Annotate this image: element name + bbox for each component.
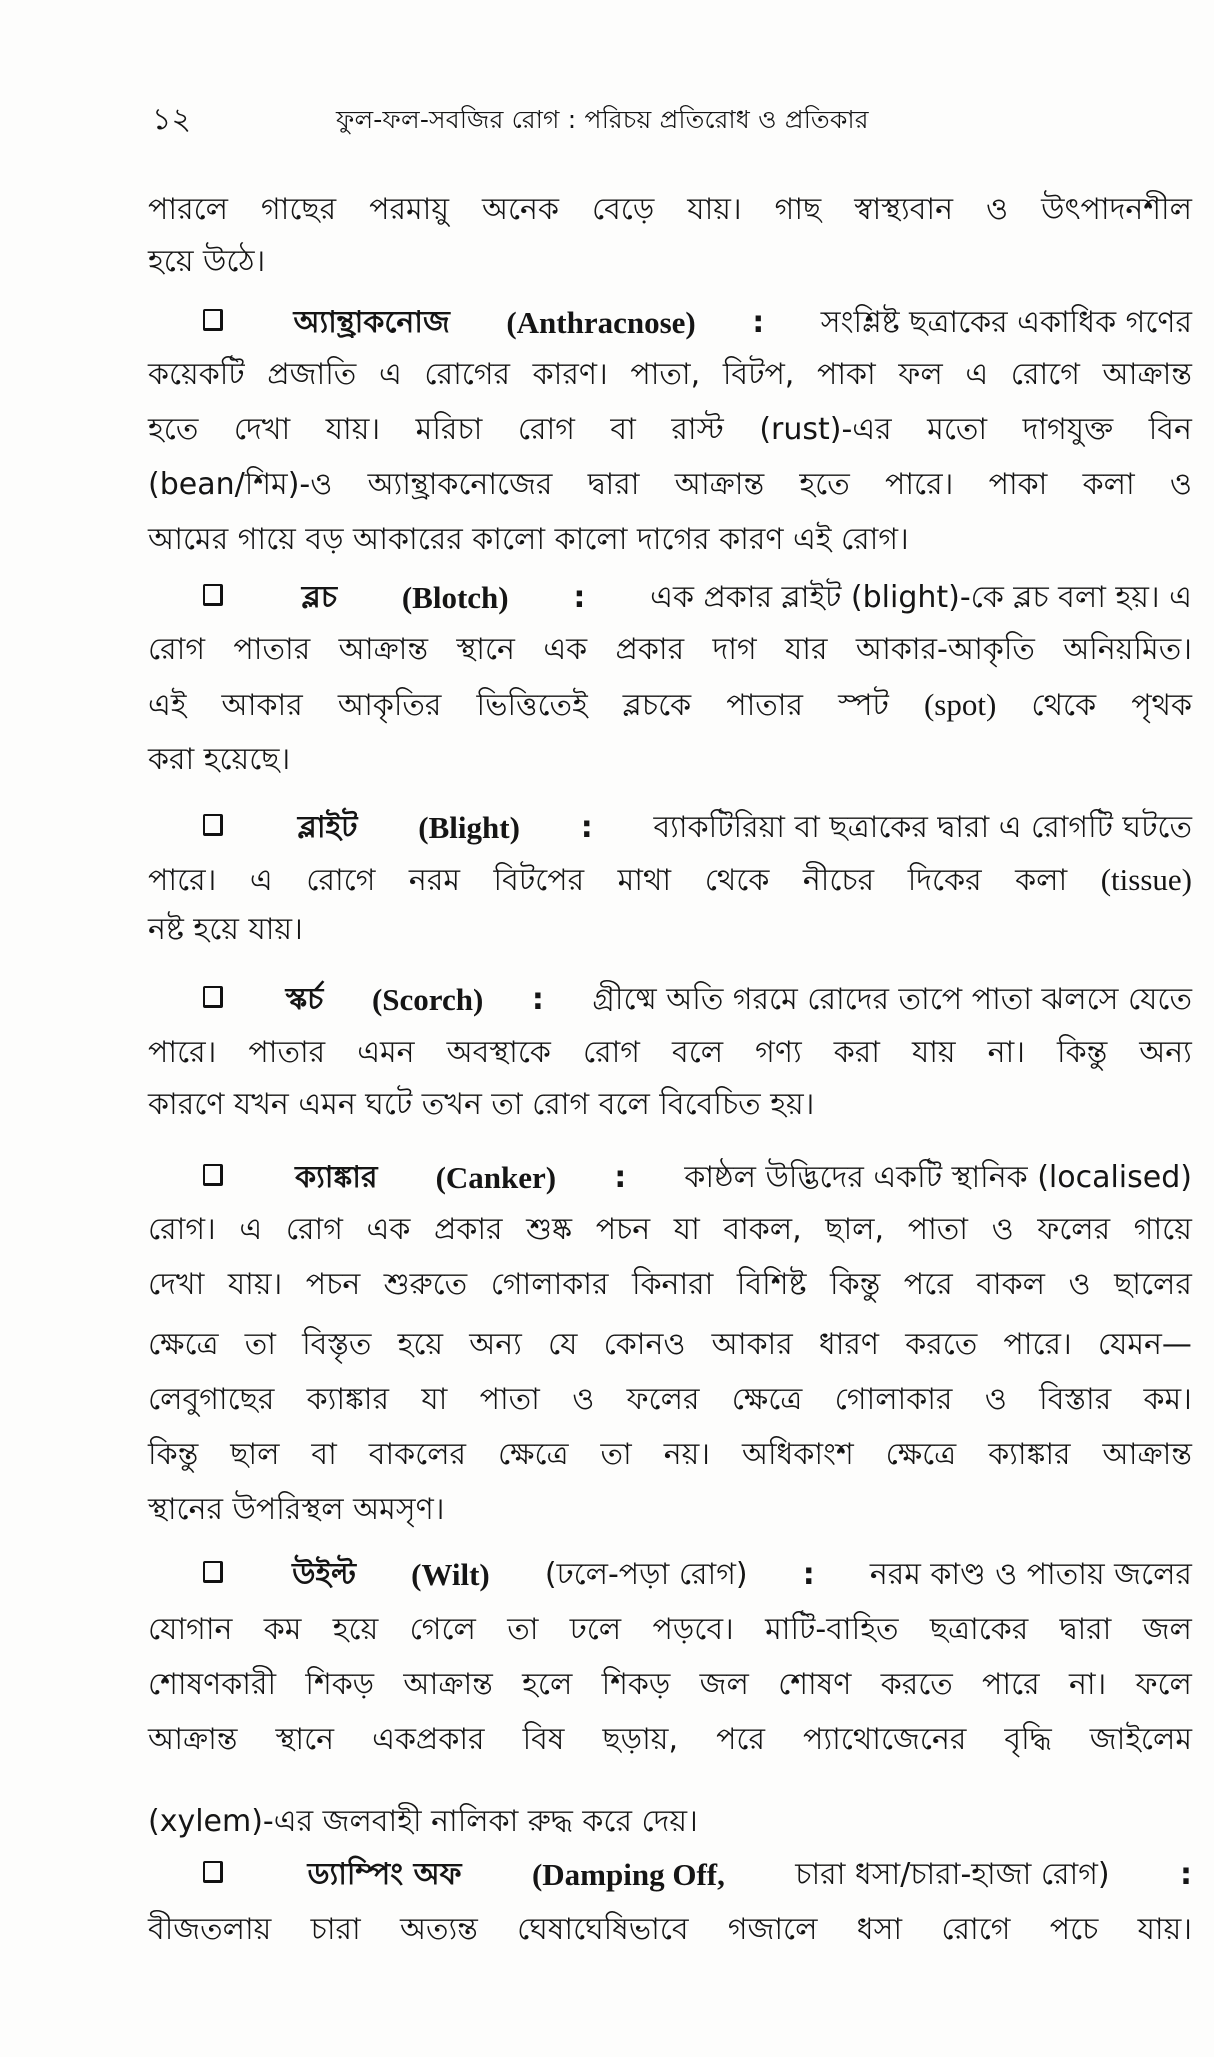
word: প্রকার xyxy=(433,1212,503,1247)
word: আক্রান্ত xyxy=(1102,1437,1192,1472)
word: থেকে xyxy=(704,863,770,898)
term-bengali: ব্লচ xyxy=(301,580,338,615)
word: শিকড় xyxy=(601,1667,671,1702)
word: আক্রান্ত xyxy=(674,467,765,502)
word: শোষণ xyxy=(778,1667,852,1702)
word: গায়ে xyxy=(1133,1212,1192,1247)
word: শুষ্ক xyxy=(526,1212,573,1247)
word: যায়। xyxy=(325,412,381,447)
word: (bean/শিম)-ও xyxy=(148,467,333,502)
word: (rust)-এর xyxy=(759,412,892,447)
entry-heading-anthracnose xyxy=(203,298,1192,348)
word: ক্ষেত্রে xyxy=(731,1382,803,1417)
word: কিন্তু xyxy=(148,1437,199,1472)
word: তা xyxy=(244,1327,276,1362)
running-head xyxy=(148,100,1192,140)
word: পড়বে। xyxy=(652,1612,734,1647)
word: অন্য xyxy=(1139,1035,1192,1070)
word: ও xyxy=(986,192,1009,227)
term-english: (Canker) xyxy=(435,1160,557,1195)
word: এ xyxy=(965,357,989,392)
word: উৎপাদনশীল xyxy=(1041,192,1192,227)
term-bengali: ব্লাইট xyxy=(297,810,358,845)
word: গাছ xyxy=(774,192,822,227)
word: পচন xyxy=(305,1267,361,1302)
word: পাতা, xyxy=(630,357,701,392)
running-title: ফুল-ফল-সবজির রোগ : পরিচয় প্রতিরোধ ও প্রতিকার xyxy=(336,105,869,134)
word: না। xyxy=(987,1035,1025,1070)
word: পারলে xyxy=(148,192,228,227)
word: কিন্তু xyxy=(830,1267,881,1302)
word: কম। xyxy=(1143,1382,1192,1417)
word: এমন xyxy=(357,1035,415,1070)
word: ছড়ায়, xyxy=(602,1722,678,1757)
word: হয়ে xyxy=(332,1612,379,1647)
word: করতে xyxy=(880,1667,953,1702)
entry-text: গ্রীষ্মে অতি গরমে রোদের তাপে পাতা ঝলসে যেতে xyxy=(592,982,1192,1017)
word: নরম xyxy=(408,863,460,898)
word: আক্রান্ত xyxy=(403,1667,493,1702)
word: চারা xyxy=(310,1912,361,1947)
body-line xyxy=(148,1905,1192,1955)
word: ব্লচকে xyxy=(622,688,692,723)
word: পরে xyxy=(903,1267,953,1302)
word: তা xyxy=(507,1612,539,1647)
body-line: নষ্ট হয়ে যায়। xyxy=(148,912,303,947)
body-line xyxy=(148,1375,1192,1425)
word: পারে। xyxy=(148,863,217,898)
word: পাকা xyxy=(816,357,876,392)
word: আক্রান্ত xyxy=(148,1722,238,1757)
word: বিন xyxy=(1148,412,1192,447)
word: ঢলে xyxy=(569,1612,622,1647)
word: ফলের xyxy=(1037,1212,1111,1247)
word: যায়। xyxy=(687,192,742,227)
body-line xyxy=(148,350,1192,400)
word: যা xyxy=(421,1382,448,1417)
word: যে xyxy=(547,1327,578,1362)
body-line: হয়ে উঠে। xyxy=(148,244,266,279)
word: যার xyxy=(784,632,828,667)
word: মরিচা xyxy=(415,412,483,447)
word: যায়। xyxy=(227,1267,283,1302)
word: আকার xyxy=(711,1327,793,1362)
word: পচন xyxy=(595,1212,651,1247)
body-line xyxy=(148,185,1192,235)
word: ও xyxy=(1169,467,1192,502)
checkbox-bullet-icon xyxy=(203,814,223,836)
term-separator: : xyxy=(802,1557,815,1592)
body-line: আমের গায়ে বড় আকারের কালো কালো দাগের কারণ এই রোগ। xyxy=(148,522,909,557)
word: লেবুগাছের xyxy=(148,1382,275,1417)
word: ও xyxy=(1068,1267,1091,1302)
word: অনেক xyxy=(482,192,559,227)
word: অবস্থাকে xyxy=(446,1035,551,1070)
word: বিটপের xyxy=(493,863,585,898)
word: প্যাথোজেনের xyxy=(803,1722,967,1757)
word: পাকা xyxy=(988,467,1048,502)
word: রোগে xyxy=(306,863,376,898)
word: পারে। xyxy=(884,467,954,502)
checkbox-bullet-icon xyxy=(203,584,223,606)
entry-text: এক প্রকার ব্লাইট (blight)-কে ব্লচ বলা হয়। এ xyxy=(650,580,1192,615)
term-bengali: ক্যাঙ্কার xyxy=(295,1160,378,1195)
word: নয়। xyxy=(663,1437,711,1472)
body-line xyxy=(148,1660,1192,1710)
word: রোগ xyxy=(148,632,206,667)
body-line xyxy=(148,1028,1192,1078)
word: ফলে xyxy=(1135,1667,1192,1702)
word: ছত্রাকের xyxy=(929,1612,1029,1647)
word: পারে। xyxy=(1003,1327,1072,1362)
body-line: করা হয়েছে। xyxy=(148,742,291,777)
word: এ xyxy=(378,357,402,392)
word: দাগযুক্ত xyxy=(1022,412,1114,447)
entry-heading-wilt xyxy=(203,1550,1192,1600)
word: দেখা xyxy=(233,412,291,447)
body-line xyxy=(148,680,1192,730)
word: স্থানে xyxy=(275,1722,335,1757)
word: প্রকার xyxy=(615,632,685,667)
term-separator: : xyxy=(531,982,544,1017)
word: ছাল xyxy=(230,1437,280,1472)
word: থেকে xyxy=(1031,688,1097,723)
word: স্পট xyxy=(838,688,889,723)
word: পাতার xyxy=(726,688,803,723)
entry-text: ব্যাকটিরিয়া বা ছত্রাকের দ্বারা এ রোগটি ঘটতে xyxy=(653,810,1192,845)
word: ক্ষেত্রে xyxy=(148,1327,219,1362)
word: রোগ xyxy=(285,1212,343,1247)
body-line xyxy=(148,405,1192,455)
word: অত্যন্ত xyxy=(399,1912,478,1947)
word: পাতা xyxy=(479,1382,540,1417)
word: আকৃতির xyxy=(337,688,442,723)
word: গেলে xyxy=(409,1612,476,1647)
word: পরমায়ু xyxy=(369,192,449,227)
word: পাতার xyxy=(233,632,311,667)
word: কিন্তু xyxy=(1057,1035,1108,1070)
word: অন্য xyxy=(469,1327,522,1362)
word: দ্বারা xyxy=(587,467,640,502)
word: পারে। xyxy=(148,1035,217,1070)
word: (tissue) xyxy=(1100,862,1192,897)
word: রোগ। xyxy=(148,1212,216,1247)
word: স্থানে xyxy=(456,632,515,667)
word: গজালে xyxy=(727,1912,818,1947)
term-note: চারা ধসা/চারা-হাজা রোগ) xyxy=(795,1857,1110,1892)
word: রোগ xyxy=(517,412,575,447)
word: দাগ xyxy=(712,632,757,667)
word: অ্যান্থ্রাকনোজের xyxy=(367,467,553,502)
word: বাকল xyxy=(976,1267,1045,1302)
word: ছাল, xyxy=(825,1212,885,1247)
word: অধিকাংশ xyxy=(741,1437,854,1472)
word: প্রজাতি xyxy=(267,357,357,392)
word: যা xyxy=(673,1212,700,1247)
body-line: স্থানের উপরিস্থল অমসৃণ। xyxy=(148,1492,445,1527)
word: মাথা xyxy=(617,863,672,898)
term-separator: : xyxy=(752,305,765,340)
entry-text: সংশ্লিষ্ট ছত্রাকের একাধিক গণের xyxy=(820,305,1192,340)
word: কলা xyxy=(1015,863,1068,898)
word: যেমন— xyxy=(1097,1327,1192,1362)
body-line xyxy=(148,1205,1192,1255)
word: বলে xyxy=(672,1035,724,1070)
checkbox-bullet-icon xyxy=(203,1561,223,1583)
word: দিকের xyxy=(907,863,982,898)
word: যায়। xyxy=(1137,1912,1192,1947)
term-separator: : xyxy=(614,1160,627,1195)
body-line xyxy=(148,1715,1192,1765)
word: এ xyxy=(249,863,273,898)
term-english: (Scorch) xyxy=(371,982,484,1017)
word: ও xyxy=(572,1382,595,1417)
word: না। xyxy=(1068,1667,1107,1702)
term-separator: : xyxy=(573,580,586,615)
word: গাছের xyxy=(260,192,337,227)
word: কয়েকটি xyxy=(148,357,245,392)
word: পাতা xyxy=(907,1212,968,1247)
term-english: (Wilt) xyxy=(411,1557,490,1592)
term-bengali: স্কর্চ xyxy=(285,982,324,1017)
word: হতে xyxy=(148,412,199,447)
word: নীচের xyxy=(802,863,875,898)
entry-text: কাষ্ঠল উদ্ভিদের একটি স্থানিক (localised) xyxy=(684,1160,1192,1195)
checkbox-bullet-icon xyxy=(203,986,223,1008)
term-bengali: ড্যাম্পিং অফ xyxy=(307,1857,462,1892)
word: রাস্ট xyxy=(671,412,724,447)
word: বীজতলায় xyxy=(148,1912,272,1947)
body-line xyxy=(148,625,1192,675)
word: এক xyxy=(366,1212,411,1247)
word: শোষণকারী xyxy=(148,1667,277,1702)
word: একপ্রকার xyxy=(372,1722,485,1757)
word: রোগে xyxy=(1010,357,1080,392)
word: কিনারা xyxy=(631,1267,714,1302)
entry-text: নরম কাণ্ড ও পাতায় জলের xyxy=(869,1557,1192,1592)
word: তা xyxy=(600,1437,632,1472)
word: ও xyxy=(984,1382,1007,1417)
word: আক্রান্ত xyxy=(338,632,429,667)
word: স্বাস্থ্যবান xyxy=(854,192,954,227)
word: বিষ xyxy=(522,1722,565,1757)
word: অনিয়মিত। xyxy=(1063,632,1192,667)
word: বিটপ, xyxy=(722,357,795,392)
page-number: ১২ xyxy=(152,102,191,137)
word: গোলাকার xyxy=(834,1382,953,1417)
word: শিকড় xyxy=(305,1667,375,1702)
word: ধসা xyxy=(856,1912,903,1947)
entry-heading-canker xyxy=(203,1153,1192,1203)
word: মতো xyxy=(927,412,988,447)
word: কোনও xyxy=(603,1327,686,1362)
word: ভিত্তিতেই xyxy=(476,688,588,723)
term-separator: : xyxy=(1180,1857,1192,1892)
body-line xyxy=(148,1605,1192,1655)
word: যায় xyxy=(911,1035,956,1070)
body-line xyxy=(148,460,1192,510)
word: পচে xyxy=(1049,1912,1099,1947)
checkbox-bullet-icon xyxy=(203,1861,223,1883)
word: ছালের xyxy=(1114,1267,1192,1302)
word: এ xyxy=(239,1212,263,1247)
word: হতে xyxy=(799,467,850,502)
word: পৃথক xyxy=(1131,688,1192,723)
word: আকার-আকৃতি xyxy=(855,632,1035,667)
term-english: (Blotch) xyxy=(401,580,509,615)
word: ক্যাঙ্কার xyxy=(306,1382,389,1417)
word: হয়ে xyxy=(397,1327,444,1362)
body-line xyxy=(148,855,1192,905)
entry-heading-blight xyxy=(203,803,1192,853)
word: ক্ষেত্রে xyxy=(885,1437,957,1472)
term-english: (Damping Off, xyxy=(531,1857,725,1892)
word: দ্বারা xyxy=(1059,1612,1112,1647)
word: বিস্তার xyxy=(1039,1382,1112,1417)
word: জল xyxy=(1142,1612,1192,1647)
entry-heading-blotch xyxy=(203,573,1192,623)
word: এই xyxy=(148,688,187,723)
body-line: (xylem)-এর জলবাহী নালিকা রুদ্ধ করে দেয়। xyxy=(148,1804,698,1839)
term-bengali: অ্যান্থ্রাকনোজ xyxy=(293,305,450,340)
word: আকার xyxy=(221,688,303,723)
word: দেখা xyxy=(148,1267,205,1302)
word: বা xyxy=(311,1437,337,1472)
term-bengali: উইল্ট xyxy=(292,1557,356,1592)
word: বাকল, xyxy=(723,1212,802,1247)
entry-heading-damping-off xyxy=(203,1850,1192,1900)
word: বিস্তৃত xyxy=(302,1327,372,1362)
body-line xyxy=(148,1260,1192,1310)
word: বা xyxy=(610,412,636,447)
term-english: (Blight) xyxy=(418,810,520,845)
word: ধারণ xyxy=(818,1327,880,1362)
word: গোলাকার xyxy=(490,1267,609,1302)
body-line: কারণে যখন এমন ঘটে তখন তা রোগ বলে বিবেচিত হয়। xyxy=(148,1087,815,1122)
word: মাটি-বাহিত xyxy=(765,1612,899,1647)
body-line xyxy=(148,1320,1192,1370)
word: গণ্য xyxy=(755,1035,802,1070)
word: রোগের xyxy=(424,357,511,392)
word: পরে xyxy=(716,1722,765,1757)
word: পারে xyxy=(982,1667,1040,1702)
word: ক্যাঙ্কার xyxy=(988,1437,1071,1472)
word: কম xyxy=(263,1612,302,1647)
word: বেড়ে xyxy=(591,192,655,227)
checkbox-bullet-icon xyxy=(203,309,223,331)
word: বিশিষ্ট xyxy=(736,1267,807,1302)
word: যোগান xyxy=(148,1612,233,1647)
word: পাতার xyxy=(248,1035,326,1070)
term-separator: : xyxy=(580,810,593,845)
word: শুরুতে xyxy=(383,1267,468,1302)
word: এক xyxy=(543,632,588,667)
word: জাইলেম xyxy=(1089,1722,1192,1757)
word: (spot) xyxy=(923,687,997,722)
word: ক্ষেত্রে xyxy=(498,1437,569,1472)
word: আক্রান্ত xyxy=(1102,357,1192,392)
word: হলে xyxy=(522,1667,573,1702)
word: রোগে xyxy=(941,1912,1011,1947)
body-line xyxy=(148,1430,1192,1480)
term-english: (Anthracnose) xyxy=(506,305,696,340)
word: ও xyxy=(991,1212,1014,1247)
term-note: (ঢলে-পড়া রোগ) xyxy=(544,1557,748,1592)
entry-heading-scorch xyxy=(203,975,1192,1025)
word: জল xyxy=(699,1667,749,1702)
word: রোগ xyxy=(582,1035,640,1070)
word: করা xyxy=(833,1035,880,1070)
word: ফল xyxy=(898,357,943,392)
word: ফলের xyxy=(626,1382,700,1417)
word: বাকলের xyxy=(368,1437,467,1472)
word: করতে xyxy=(905,1327,978,1362)
word: কারণ। xyxy=(532,357,608,392)
word: বৃদ্ধি xyxy=(1004,1722,1052,1757)
checkbox-bullet-icon xyxy=(203,1164,223,1186)
word: কলা xyxy=(1082,467,1135,502)
word: ঘেষাঘেষিভাবে xyxy=(517,1912,689,1947)
